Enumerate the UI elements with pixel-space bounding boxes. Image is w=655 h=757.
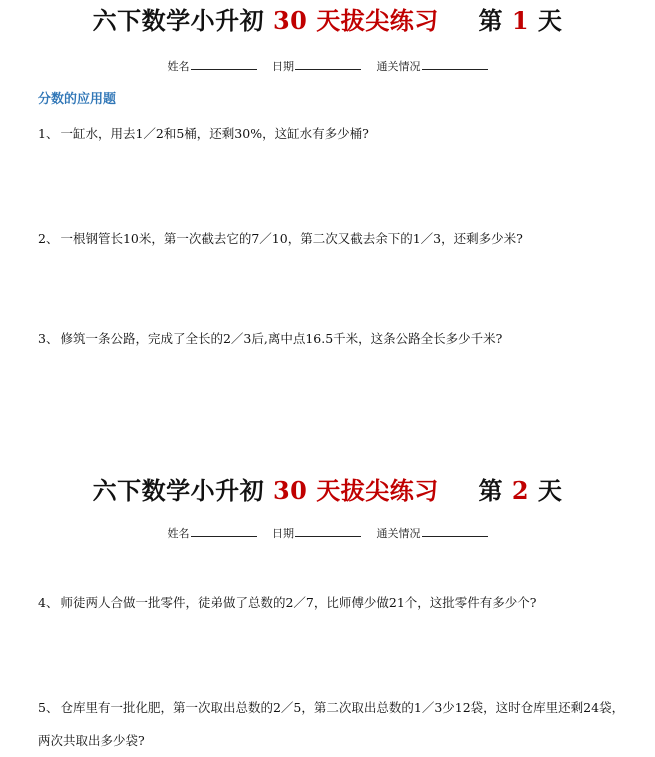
question-text: 仓库里有一批化肥，第一次取出总数的2／5，第二次取出总数的1／3少12袋，这时仓库里还剩24袋，两次共取出多少袋? — [38, 700, 625, 748]
question-1 — [38, 125, 369, 143]
status-label: 通关情况 — [376, 60, 421, 73]
title-day-suffix: 天 — [537, 476, 563, 505]
day2-info-line — [0, 525, 655, 542]
name-field[interactable] — [168, 58, 257, 75]
question-number: 2、 — [38, 231, 59, 246]
name-label: 姓名 — [167, 60, 190, 73]
question-number: 3、 — [38, 331, 59, 346]
title-prefix: 六下数学小升初 — [92, 476, 265, 505]
date-label: 日期 — [272, 527, 294, 540]
question-number: 4、 — [38, 595, 59, 610]
title-prefix: 六下数学小升初 — [92, 6, 265, 35]
title-day-number: 2 — [511, 476, 530, 505]
title-highlight: 30 天拔尖练习 — [272, 476, 439, 505]
date-field[interactable] — [272, 58, 361, 75]
question-2 — [38, 230, 523, 248]
question-text: 修筑一条公路，完成了全长的2／3后,离中点16.5千米，这条公路全长多少千米? — [60, 331, 503, 346]
question-text: 一根钢管长10米，第一次截去它的7／10，第二次又截去余下的1／3，还剩多少米? — [60, 231, 523, 246]
section-heading: 分数的应用题 — [38, 92, 117, 107]
name-blank[interactable] — [191, 525, 257, 537]
question-3 — [38, 330, 502, 348]
date-blank[interactable] — [295, 58, 361, 70]
question-number: 1、 — [38, 126, 59, 141]
status-field[interactable] — [377, 525, 488, 542]
name-field[interactable] — [168, 525, 257, 542]
day2-title — [0, 476, 655, 506]
title-day-label: 第 — [478, 476, 503, 505]
status-blank[interactable] — [422, 525, 488, 537]
name-label: 姓名 — [167, 527, 190, 540]
day1-info-line — [0, 58, 655, 75]
name-blank[interactable] — [191, 58, 257, 70]
question-5 — [38, 691, 628, 757]
status-blank[interactable] — [422, 58, 488, 70]
title-day-suffix: 天 — [537, 6, 563, 35]
title-day-number: 1 — [511, 6, 530, 35]
question-text: 一缸水，用去1／2和5桶，还剩30%，这缸水有多少桶? — [60, 126, 369, 141]
question-4 — [38, 594, 536, 612]
status-field[interactable] — [377, 58, 488, 75]
question-number: 5、 — [38, 700, 59, 715]
status-label: 通关情况 — [376, 527, 421, 540]
title-day-label: 第 — [478, 6, 503, 35]
question-text: 师徒两人合做一批零件，徒弟做了总数的2／7，比师傅少做21个，这批零件有多少个? — [60, 595, 537, 610]
date-label: 日期 — [272, 60, 294, 73]
title-highlight: 30 天拔尖练习 — [272, 6, 439, 35]
date-blank[interactable] — [295, 525, 361, 537]
date-field[interactable] — [272, 525, 361, 542]
day1-title — [0, 6, 655, 36]
